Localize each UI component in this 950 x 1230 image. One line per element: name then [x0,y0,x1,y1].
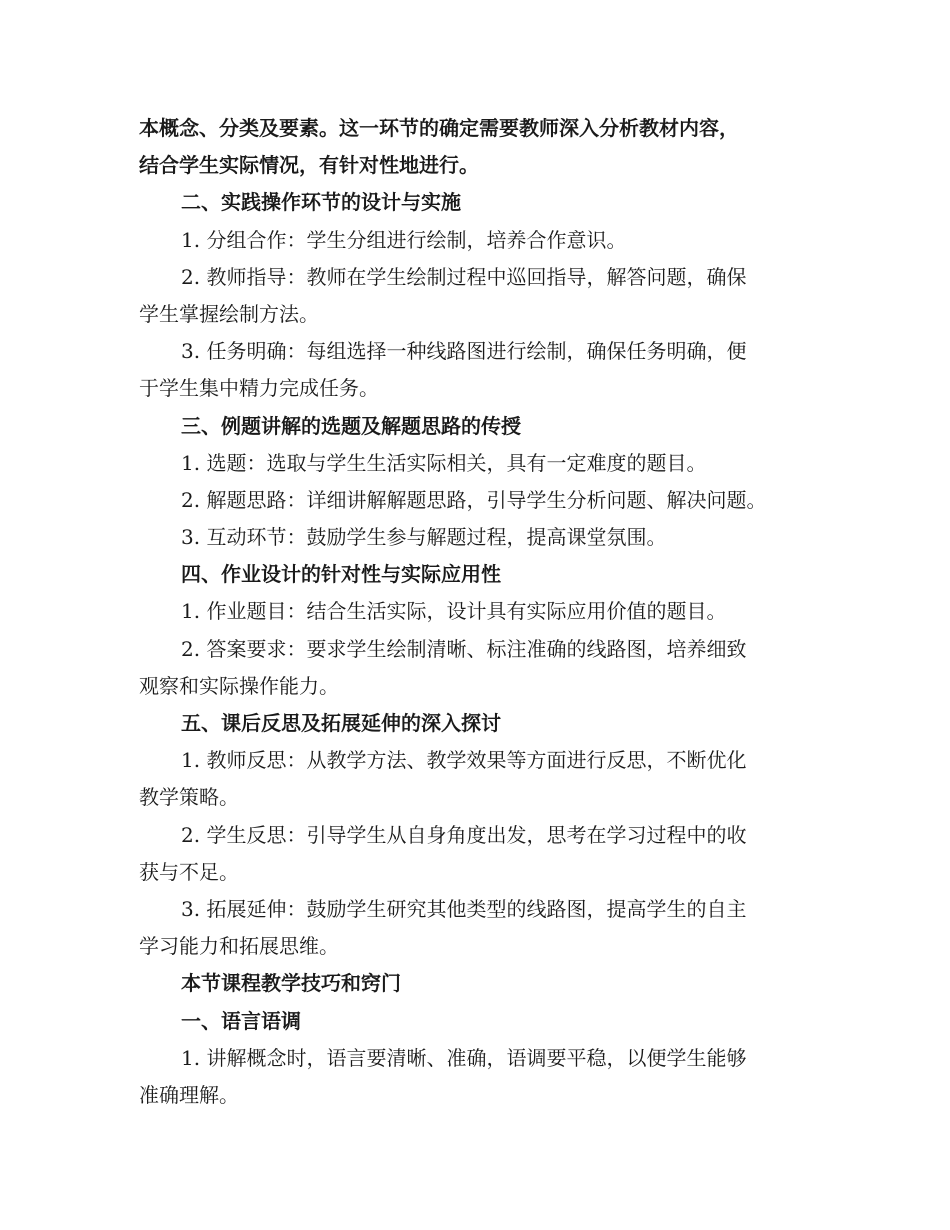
list-item-line: 1. 选题：选取与学生生活实际相关，具有一定难度的题目。 [181,450,707,475]
section-heading: 五、课后反思及拓展延伸的深入探讨 [181,711,501,735]
list-item-continuation: 学习能力和拓展思维。 [139,934,339,959]
section-heading: 二、实践操作环节的设计与实施 [181,190,461,215]
list-item-line: 3. 拓展延伸：鼓励学生研究其他类型的线路图，提高学生的自主 [181,896,747,921]
list-item-continuation: 准确理解。 [139,1082,239,1107]
list-item-line: 2. 解题思路：详细讲解解题思路，引导学生分析问题、解决问题。 [181,487,767,512]
list-item-line: 1. 教师反思：从教学方法、教学效果等方面进行反思，不断优化 [181,748,747,773]
list-item-continuation: 于学生集中精力完成任务。 [139,376,379,401]
section-title: 本节课程教学技巧和窍门 [181,971,401,996]
list-item-line: 3. 任务明确：每组选择一种线路图进行绘制，确保任务明确，便 [181,339,747,364]
section-heading: 一、语言语调 [181,1008,301,1033]
list-item-line: 2. 答案要求：要求学生绘制清晰、标注准确的线路图，培养细致 [181,636,747,661]
section-heading: 三、例题讲解的选题及解题思路的传授 [181,413,521,438]
list-item-line: 1. 分组合作：学生分组进行绘制，培养合作意识。 [181,227,627,252]
list-item-line: 2. 教师指导：教师在学生绘制过程中巡回指导，解答问题，确保 [181,264,747,289]
document-body [139,110,819,1114]
list-item-line: 3. 互动环节：鼓励学生参与解题过程，提高课堂氛围。 [181,525,667,550]
list-item-continuation: 获与不足。 [139,859,239,884]
list-item-continuation: 学生掌握绘制方法。 [139,301,319,326]
list-item-line: 1. 讲解概念时，语言要清晰、准确，语调要平稳，以便学生能够 [181,1045,747,1070]
list-item-continuation: 教学策略。 [139,785,239,810]
list-item-line: 2. 学生反思：引导学生从自身角度出发，思考在学习过程中的收 [181,822,747,847]
paragraph-line: 结合学生实际情况，有针对性地进行。 [139,153,479,178]
list-item-line: 1. 作业题目：结合生活实际，设计具有实际应用价值的题目。 [181,599,727,624]
paragraph-line: 本概念、分类及要素。这一环节的确定需要教师深入分析教材内容， [139,116,739,140]
section-heading: 四、作业设计的针对性与实际应用性 [181,562,501,587]
list-item-continuation: 观察和实际操作能力。 [139,673,339,698]
